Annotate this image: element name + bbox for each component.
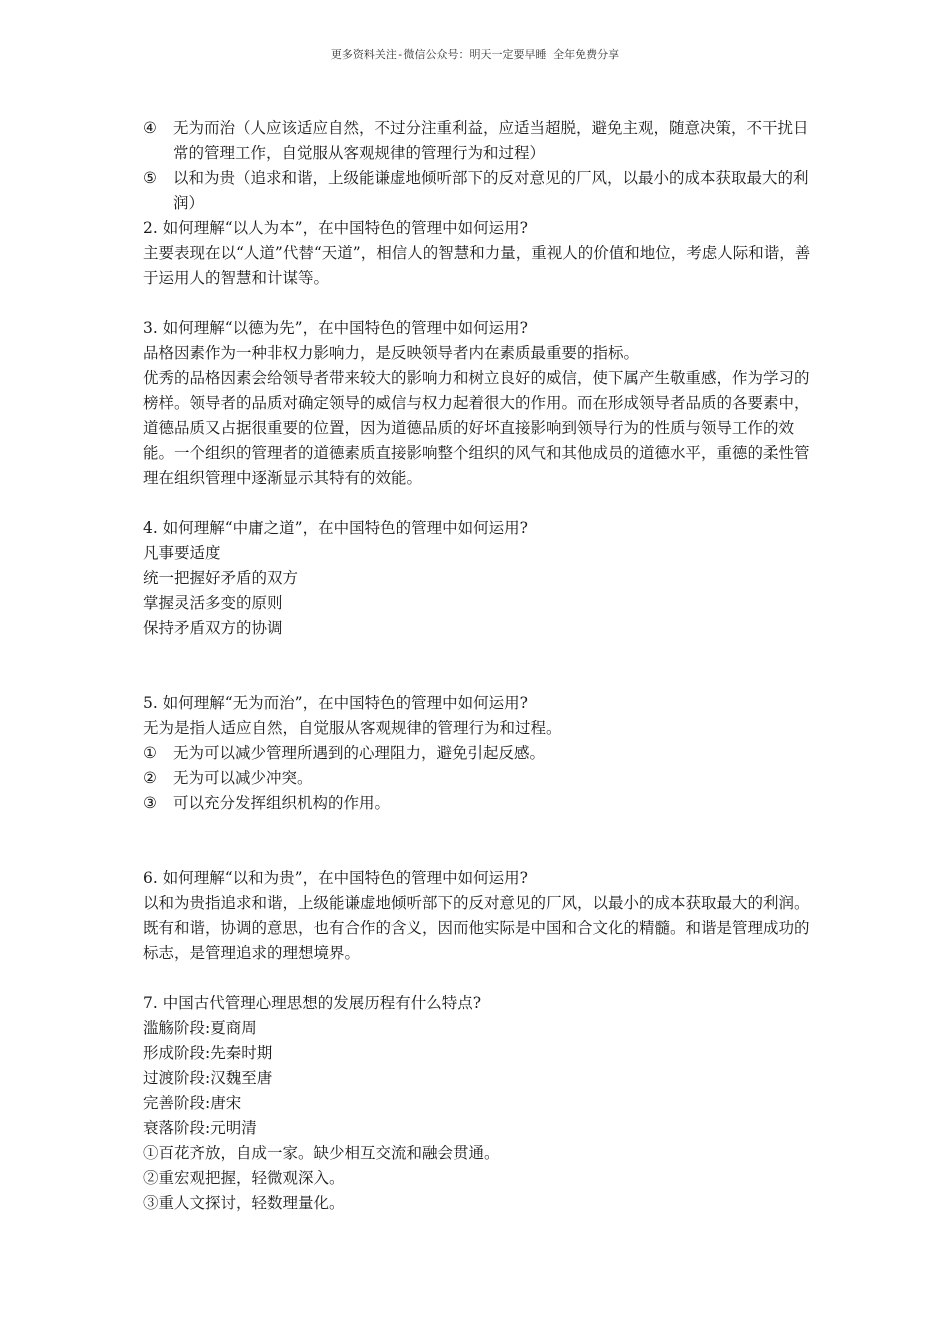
- answer-3-para-1: 品格因素作为一种非权力影响力，是反映领导者内在素质最重要的指标。: [143, 344, 640, 362]
- question-4: 4. 如何理解“中庸之道”，在中国特色的管理中如何运用?: [143, 519, 528, 537]
- list-number: ④: [143, 119, 157, 137]
- list-number: ⑤: [143, 169, 157, 187]
- answer-4-line: 保持矛盾双方的协调: [143, 619, 283, 637]
- feature-line: ①百花齐放，自成一家。缺少相互交流和融会贯通。: [143, 1144, 500, 1162]
- question-2: 2. 如何理解“以人为本”，在中国特色的管理中如何运用?: [143, 219, 528, 237]
- stage-line: 形成阶段:先秦时期: [143, 1044, 273, 1062]
- list-item: [143, 766, 811, 791]
- list-number: ②: [143, 769, 157, 787]
- question-7: 7. 中国古代管理心理思想的发展历程有什么特点?: [143, 994, 482, 1012]
- list-text: 无为可以减少冲突。: [173, 769, 313, 787]
- list-text: 以和为贵（追求和谐，上级能谦虚地倾听部下的反对意见的厂风，以最小的成本获取最大的利润）: [173, 169, 809, 212]
- list-item: [143, 166, 811, 216]
- answer-2: 主要表现在以“人道”代替“天道”，相信人的智慧和力量，重视人的价值和地位，考虑人际和谐，善于运用人的智慧和计谋等。: [143, 244, 811, 287]
- answer-4-line: 凡事要适度: [143, 544, 221, 562]
- answer-3-para-2: 优秀的品格因素会给领导者带来较大的影响力和树立良好的威信，使下属产生敬重感，作为学习的榜样。领导者的品质对确定领导的威信与权力起着很大的作用。而在形成领导者品质的各要素中，道德品质又占据很重要的位置，因为道德品质的好坏直接影响到领导行为的性质与领导工作的效能。一个组织的管理者的道德素质直接影响整个组织的风气和其他成员的道德水平，重德的柔性管理在组织管理中逐渐显示其特有的效能。: [143, 369, 810, 487]
- feature-line: ②重宏观把握，轻微观深入。: [143, 1169, 345, 1187]
- list-text: 可以充分发挥组织机构的作用。: [173, 794, 391, 812]
- list-item: [143, 741, 811, 766]
- list-number: ①: [143, 744, 157, 762]
- list-text: 无为可以减少管理所遇到的心理阻力，避免引起反感。: [173, 744, 546, 762]
- list-number: ③: [143, 794, 157, 812]
- question-3: 3. 如何理解“以德为先”，在中国特色的管理中如何运用?: [143, 319, 528, 337]
- stage-line: 衰落阶段:元明清: [143, 1119, 257, 1137]
- question-5: 5. 如何理解“无为而治”，在中国特色的管理中如何运用?: [143, 694, 528, 712]
- page-header: 更多资料关注-微信公众号：明天一定要早睡 全年免费分享: [330, 48, 620, 61]
- stage-line: 过渡阶段:汉魏至唐: [143, 1069, 273, 1087]
- stage-line: 完善阶段:唐宋: [143, 1094, 242, 1112]
- answer-5-intro: 无为是指人适应自然，自觉服从客观规律的管理行为和过程。: [143, 719, 562, 737]
- question-6: 6. 如何理解“以和为贵”，在中国特色的管理中如何运用?: [143, 869, 528, 887]
- feature-line: ③重人文探讨，轻数理量化。: [143, 1194, 345, 1212]
- list-item: [143, 791, 811, 816]
- list-item: [143, 116, 811, 166]
- list-text: 无为而治（人应该适应自然，不过分注重利益，应适当超脱，避免主观，随意决策，不干扰日常的管理工作，自觉服从客观规律的管理行为和过程）: [173, 119, 809, 162]
- answer-6: 以和为贵指追求和谐，上级能谦虚地倾听部下的反对意见的厂风，以最小的成本获取最大的利润。既有和谐，协调的意思，也有合作的含义，因而他实际是中国和合文化的精髓。和谐是管理成功的标志，是管理追求的理想境界。: [143, 894, 810, 962]
- answer-4-line: 掌握灵活多变的原则: [143, 594, 283, 612]
- document-body: [143, 116, 811, 1216]
- answer-4-line: 统一把握好矛盾的双方: [143, 569, 299, 587]
- stage-line: 滥觞阶段:夏商周: [143, 1019, 257, 1037]
